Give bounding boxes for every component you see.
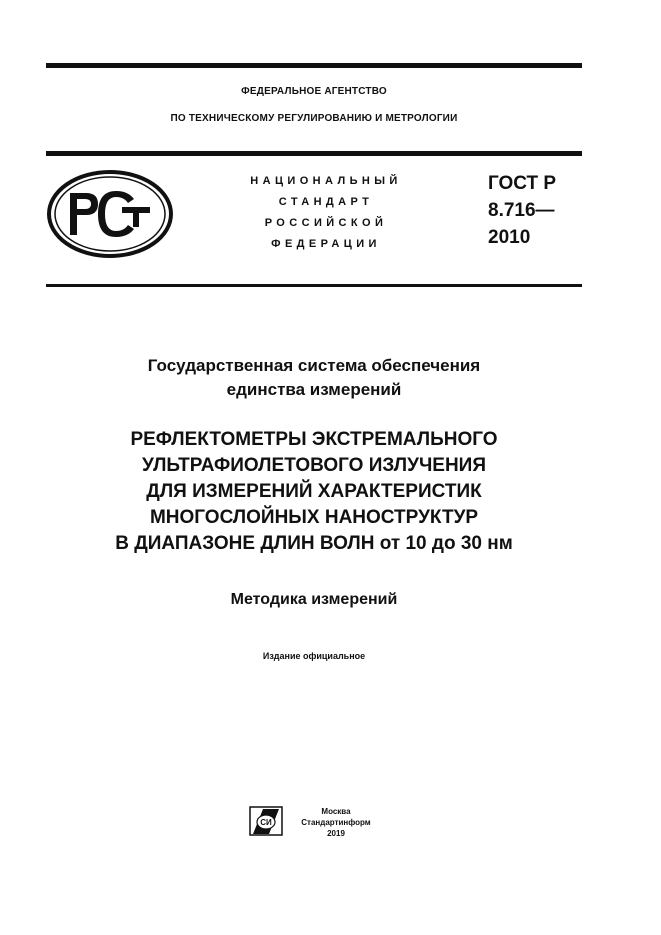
gost-r-logo-icon [46, 169, 174, 259]
publisher-name: Стандартинформ [301, 818, 371, 827]
agency-name-line1: ФЕДЕРАЛЬНОЕ АГЕНТСТВО [241, 86, 387, 97]
publication-year: 2019 [327, 829, 345, 838]
publisher-logo-icon [249, 806, 283, 836]
document-title-line: В ДИАПАЗОНЕ ДЛИН ВОЛН от 10 до 30 нм [115, 533, 513, 554]
edition-note: Издание официальное [262, 651, 366, 661]
national-standard-label [226, 171, 426, 255]
national-standard-line: НАЦИОНАЛЬНЫЙ [250, 175, 402, 187]
national-standard-line: СТАНДАРТ [278, 196, 374, 208]
standard-code-line: ГОСТ Р [488, 173, 557, 194]
publisher-info [296, 806, 376, 839]
document-subtitle: Методика измерений [230, 591, 398, 608]
document-title-line: УЛЬТРАФИОЛЕТОВОГО ИЗЛУЧЕНИЯ [141, 455, 486, 476]
standard-code [488, 170, 556, 251]
agency-name-line2: ПО ТЕХНИЧЕСКОМУ РЕГУЛИРОВАНИЮ И МЕТРОЛОГИИ [170, 113, 458, 124]
document-title-line: РЕФЛЕКТОМЕТРЫ ЭКСТРЕМАЛЬНОГО [130, 429, 498, 450]
header-rule [46, 151, 582, 156]
top-rule [46, 63, 582, 68]
system-title-line: Государственная система обеспечения [147, 356, 481, 375]
standard-code-line: 2010 [488, 227, 531, 248]
document-title [46, 427, 582, 557]
system-title [46, 354, 582, 402]
national-standard-line: ФЕДЕРАЦИИ [271, 238, 381, 250]
standard-code-line: 8.716— [488, 200, 555, 221]
document-title-line: МНОГОСЛОЙНЫХ НАНОСТРУКТУР [149, 507, 479, 528]
publisher-city: Москва [321, 807, 351, 816]
document-title-line: ДЛЯ ИЗМЕРЕНИЙ ХАРАКТЕРИСТИК [146, 481, 482, 502]
block-rule [46, 284, 582, 287]
svg-text:СИ: СИ [260, 818, 272, 827]
national-standard-line: РОССИЙСКОЙ [264, 217, 388, 229]
system-title-line: единства измерений [226, 380, 402, 399]
